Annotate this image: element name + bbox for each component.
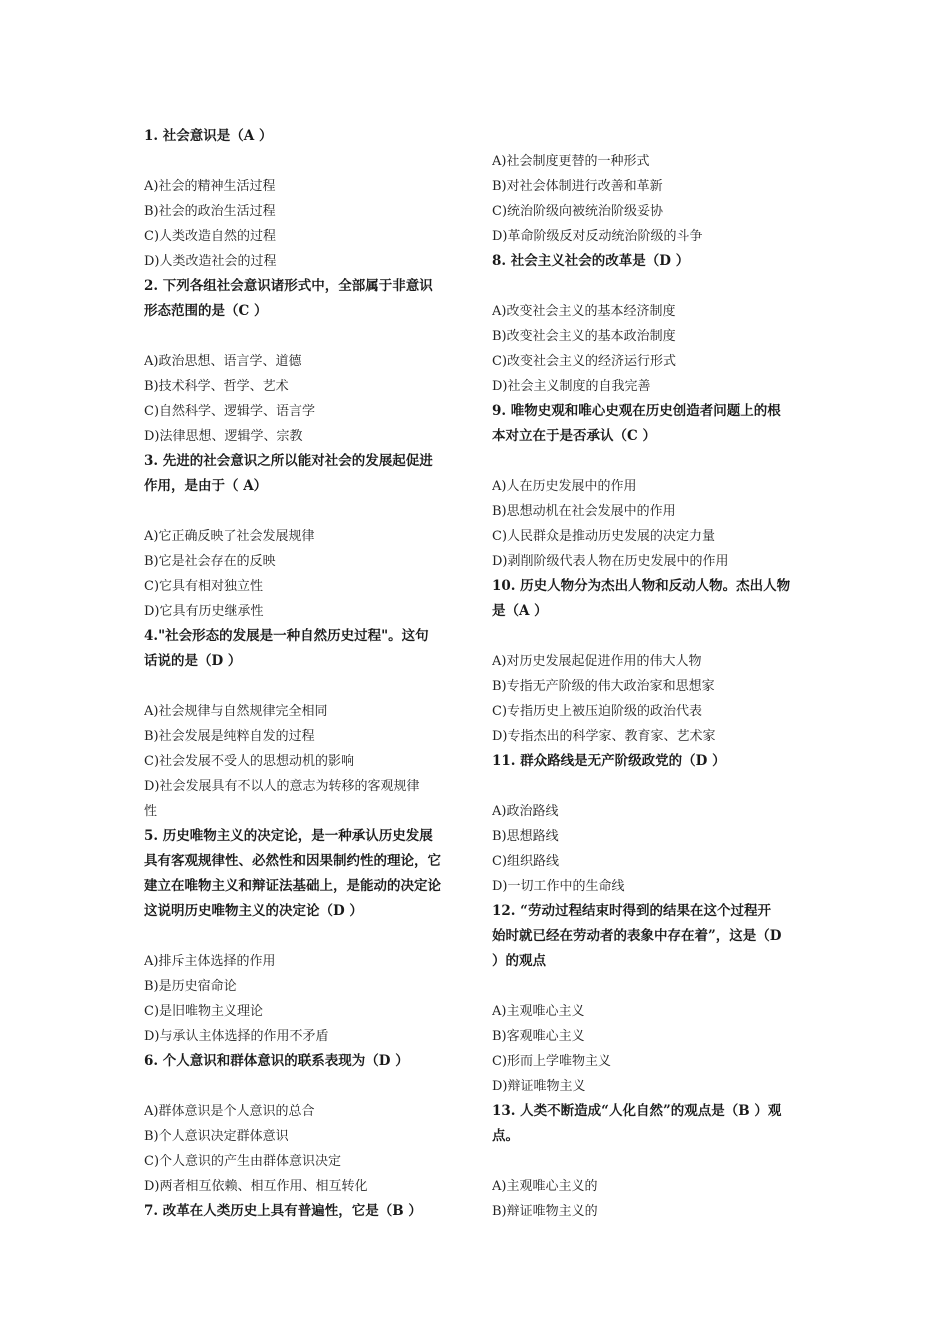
option-line: D)剥削阶级代表人物在历史发展中的作用 <box>492 554 729 569</box>
blank-line <box>144 499 462 524</box>
question-line: 形态范围的是（C ） <box>144 303 268 319</box>
option-line: B)对社会体制进行改善和革新 <box>492 179 663 194</box>
option-line: D)一切工作中的生命线 <box>492 879 625 894</box>
option-line: B)是历史宿命论 <box>144 979 237 994</box>
blank-line <box>492 274 810 299</box>
question-line: 6. 个人意识和群体意识的联系表现为（D ） <box>144 1053 409 1069</box>
question-line: 5. 历史唯物主义的决定论，是一种承认历史发展 <box>144 828 433 844</box>
question-line: 是（A ） <box>492 603 548 619</box>
option-line: A)政治路线 <box>492 804 559 819</box>
question-line: 点。 <box>492 1128 519 1144</box>
blank-line <box>144 149 462 174</box>
option-line: C)个人意识的产生由群体意识决定 <box>144 1154 342 1169</box>
blank-line <box>144 1074 462 1099</box>
option-line: C)是旧唯物主义理论 <box>144 1004 264 1019</box>
question-line: 2. 下列各组社会意识诸形式中，全部属于非意识 <box>144 278 433 294</box>
option-line: C)组织路线 <box>492 854 560 869</box>
option-line: B)改变社会主义的基本政治制度 <box>492 329 676 344</box>
blank-line <box>492 624 810 649</box>
option-line: D)与承认主体选择的作用不矛盾 <box>144 1029 329 1044</box>
option-line: A)改变社会主义的基本经济制度 <box>492 304 676 319</box>
option-line: A)社会的精神生活过程 <box>144 179 276 194</box>
option-line: D)人类改造社会的过程 <box>144 254 277 269</box>
option-line: 性 <box>144 804 158 819</box>
option-line: C)人类改造自然的过程 <box>144 229 277 244</box>
left-column <box>144 124 462 1224</box>
blank-line <box>492 1149 810 1174</box>
question-line: 话说的是（D ） <box>144 653 242 669</box>
question-line: 建立在唯物主义和辩证法基础上，是能动的决定论 <box>144 878 441 894</box>
option-line: B)它是社会存在的反映 <box>144 554 276 569</box>
option-line: D)法律思想、逻辑学、宗教 <box>144 429 303 444</box>
option-line: B)技术科学、哲学、艺术 <box>144 379 289 394</box>
blank-line <box>492 449 810 474</box>
blank-line <box>492 774 810 799</box>
option-line: C)它具有相对独立性 <box>144 579 264 594</box>
option-line: B)社会的政治生活过程 <box>144 204 276 219</box>
option-line: D)它具有历史继承性 <box>144 604 264 619</box>
option-line: C)社会发展不受人的思想动机的影响 <box>144 754 355 769</box>
option-line: C)人民群众是推动历史发展的决定力量 <box>492 529 716 544</box>
option-line: A)对历史发展起促进作用的伟大人物 <box>492 654 702 669</box>
option-line: A)排斥主体选择的作用 <box>144 954 276 969</box>
question-line: 8. 社会主义社会的改革是（D ） <box>492 253 690 269</box>
option-line: C)统治阶级向被统治阶级妥协 <box>492 204 664 219</box>
option-line: D)革命阶级反对反动统治阶级的斗争 <box>492 229 703 244</box>
option-line: A)群体意识是个人意识的总合 <box>144 1104 315 1119</box>
option-line: A)政治思想、语言学、道德 <box>144 354 302 369</box>
option-line: C)自然科学、逻辑学、语言学 <box>144 404 316 419</box>
option-line: A)人在历史发展中的作用 <box>492 479 637 494</box>
question-line: 始时就已经在劳动者的表象中存在着”，这是（D <box>492 928 782 944</box>
option-line: A)社会制度更替的一种形式 <box>492 154 650 169</box>
option-line: D)辩证唯物主义 <box>492 1079 586 1094</box>
question-line: 9. 唯物史观和唯心史观在历史创造者问题上的根 <box>492 403 781 419</box>
option-line: B)个人意识决定群体意识 <box>144 1129 289 1144</box>
option-line: C)专指历史上被压迫阶级的政治代表 <box>492 704 703 719</box>
question-line: 4."社会形态的发展是一种自然历史过程"。这句 <box>144 628 429 644</box>
question-line: 这说明历史唯物主义的决定论（D ） <box>144 903 363 919</box>
option-line: D)两者相互依赖、相互作用、相互转化 <box>144 1179 368 1194</box>
option-line: C)改变社会主义的经济运行形式 <box>492 354 677 369</box>
option-line: D)社会发展具有不以人的意志为转移的客观规律 <box>144 779 420 794</box>
question-line: 13. 人类不断造成“人化自然”的观点是（B ）观 <box>492 1103 782 1119</box>
question-line: 7. 改革在人类历史上具有普遍性，它是（B ） <box>144 1203 422 1219</box>
option-line: B)社会发展是纯粹自发的过程 <box>144 729 315 744</box>
blank-line <box>492 124 810 149</box>
question-line: 本对立在于是否承认（C ） <box>492 428 656 444</box>
option-line: D)专指杰出的科学家、教育家、艺术家 <box>492 729 716 744</box>
option-line: B)客观唯心主义 <box>492 1029 585 1044</box>
blank-line <box>144 924 462 949</box>
question-line: 具有客观规律性、必然性和因果制约性的理论，它 <box>144 853 441 869</box>
question-line: 10. 历史人物分为杰出人物和反动人物。杰出人物 <box>492 578 791 594</box>
option-line: A)社会规律与自然规律完全相同 <box>144 704 328 719</box>
option-line: B)辩证唯物主义的 <box>492 1204 598 1219</box>
option-line: B)思想路线 <box>492 829 559 844</box>
question-line: 作用，是由于（ A） <box>144 478 268 494</box>
question-line: ）的观点 <box>492 953 546 969</box>
question-line: 12. “劳动过程结束时得到的结果在这个过程开 <box>492 903 771 919</box>
blank-line <box>492 974 810 999</box>
option-line: B)思想动机在社会发展中的作用 <box>492 504 676 519</box>
option-line: A)主观唯心主义 <box>492 1004 585 1019</box>
question-line: 1. 社会意识是（A ） <box>144 128 273 144</box>
option-line: A)主观唯心主义的 <box>492 1179 598 1194</box>
blank-line <box>144 674 462 699</box>
question-line: 11. 群众路线是无产阶级政党的（D ） <box>492 753 726 769</box>
option-line: C)形而上学唯物主义 <box>492 1054 612 1069</box>
question-line: 3. 先进的社会意识之所以能对社会的发展起促进 <box>144 453 433 469</box>
option-line: B)专指无产阶级的伟大政治家和思想家 <box>492 679 715 694</box>
option-line: D)社会主义制度的自我完善 <box>492 379 651 394</box>
option-line: A)它正确反映了社会发展规律 <box>144 529 315 544</box>
blank-line <box>144 324 462 349</box>
right-column <box>492 124 810 1224</box>
